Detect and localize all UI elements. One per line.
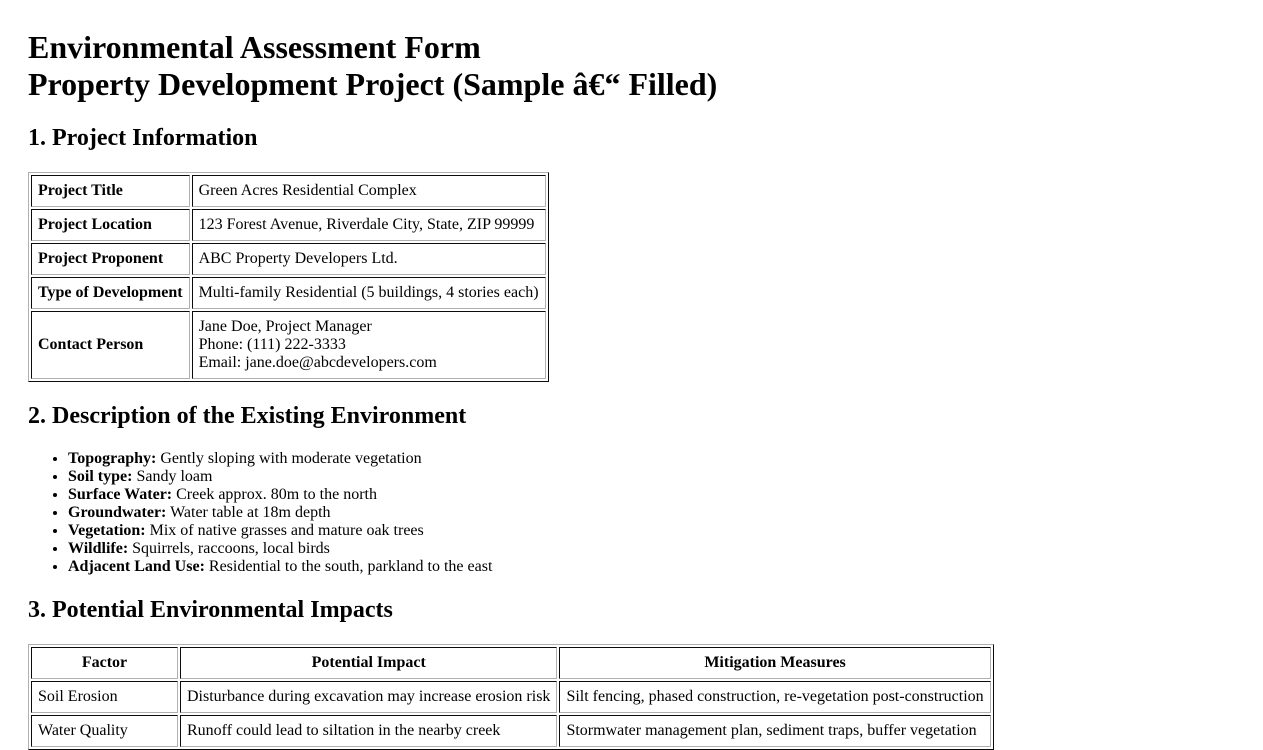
cell-impact: Disturbance during excavation may increase erosion risk — [180, 681, 557, 713]
item-value: Residential to the south, parkland to the east — [204, 558, 493, 575]
list-item — [68, 504, 1235, 522]
item-value: Sandy loam — [132, 468, 213, 485]
item-label: Vegetation: — [68, 522, 146, 539]
project-information-table — [28, 172, 549, 382]
item-label: Wildlife: — [68, 540, 129, 557]
row-value: Green Acres Residential Complex — [192, 175, 546, 207]
table-header-row — [31, 647, 991, 679]
row-label: Project Title — [31, 175, 190, 207]
list-item — [68, 468, 1235, 486]
table-row — [31, 209, 546, 241]
row-value: 123 Forest Avenue, Riverdale City, State, ZIP 99999 — [192, 209, 546, 241]
table-row — [31, 277, 546, 309]
item-label: Groundwater: — [68, 504, 167, 521]
item-value: Squirrels, raccoons, local birds — [128, 540, 330, 557]
table-row — [31, 681, 991, 713]
item-label: Topography: — [68, 450, 157, 467]
cell-factor: Water Quality — [31, 715, 178, 747]
item-value: Water table at 18m depth — [166, 504, 331, 521]
row-value: Multi-family Residential (5 buildings, 4 stories each) — [192, 277, 546, 309]
contact-name: Jane Doe, Project Manager — [198, 318, 372, 335]
table-row — [31, 175, 546, 207]
cell-impact: Runoff could lead to siltation in the nearby creek — [180, 715, 557, 747]
row-label: Type of Development — [31, 277, 190, 309]
title-line-2: Property Development Project (Sample â€“ Filled) — [28, 66, 718, 102]
row-label: Contact Person — [31, 311, 190, 379]
item-label: Soil type: — [68, 468, 133, 485]
cell-mitigation: Silt fencing, phased construction, re-vegetation post-construction — [559, 681, 990, 713]
list-item — [68, 522, 1235, 540]
environment-list — [28, 450, 1235, 576]
cell-mitigation: Stormwater management plan, sediment traps, buffer vegetation — [559, 715, 990, 747]
contact-email: Email: jane.doe@abcdevelopers.com — [198, 354, 437, 371]
section-heading-project-information: 1. Project Information — [28, 125, 258, 151]
section-heading-existing-environment: 2. Description of the Existing Environment — [28, 403, 467, 429]
list-item — [68, 450, 1235, 468]
contact-value — [192, 311, 546, 379]
item-value: Creek approx. 80m to the north — [172, 486, 377, 503]
row-value: ABC Property Developers Ltd. — [192, 243, 546, 275]
list-item — [68, 540, 1235, 558]
list-item — [68, 558, 1235, 576]
row-label: Project Proponent — [31, 243, 190, 275]
item-value: Gently sloping with moderate vegetation — [156, 450, 422, 467]
column-header-factor: Factor — [31, 647, 178, 679]
title-line-1: Environmental Assessment Form — [28, 29, 481, 65]
column-header-impact: Potential Impact — [180, 647, 557, 679]
page-title — [28, 29, 1235, 103]
item-label: Surface Water: — [68, 486, 173, 503]
section-heading-potential-impacts: 3. Potential Environmental Impacts — [28, 597, 393, 623]
contact-phone: Phone: (111) 222-3333 — [198, 336, 346, 353]
table-row — [31, 715, 991, 747]
item-label: Adjacent Land Use: — [68, 558, 205, 575]
item-value: Mix of native grasses and mature oak trees — [145, 522, 424, 539]
table-row — [31, 243, 546, 275]
impacts-table — [28, 644, 994, 750]
table-row — [31, 311, 546, 379]
row-label: Project Location — [31, 209, 190, 241]
cell-factor: Soil Erosion — [31, 681, 178, 713]
list-item — [68, 486, 1235, 504]
column-header-mitigation: Mitigation Measures — [559, 647, 990, 679]
